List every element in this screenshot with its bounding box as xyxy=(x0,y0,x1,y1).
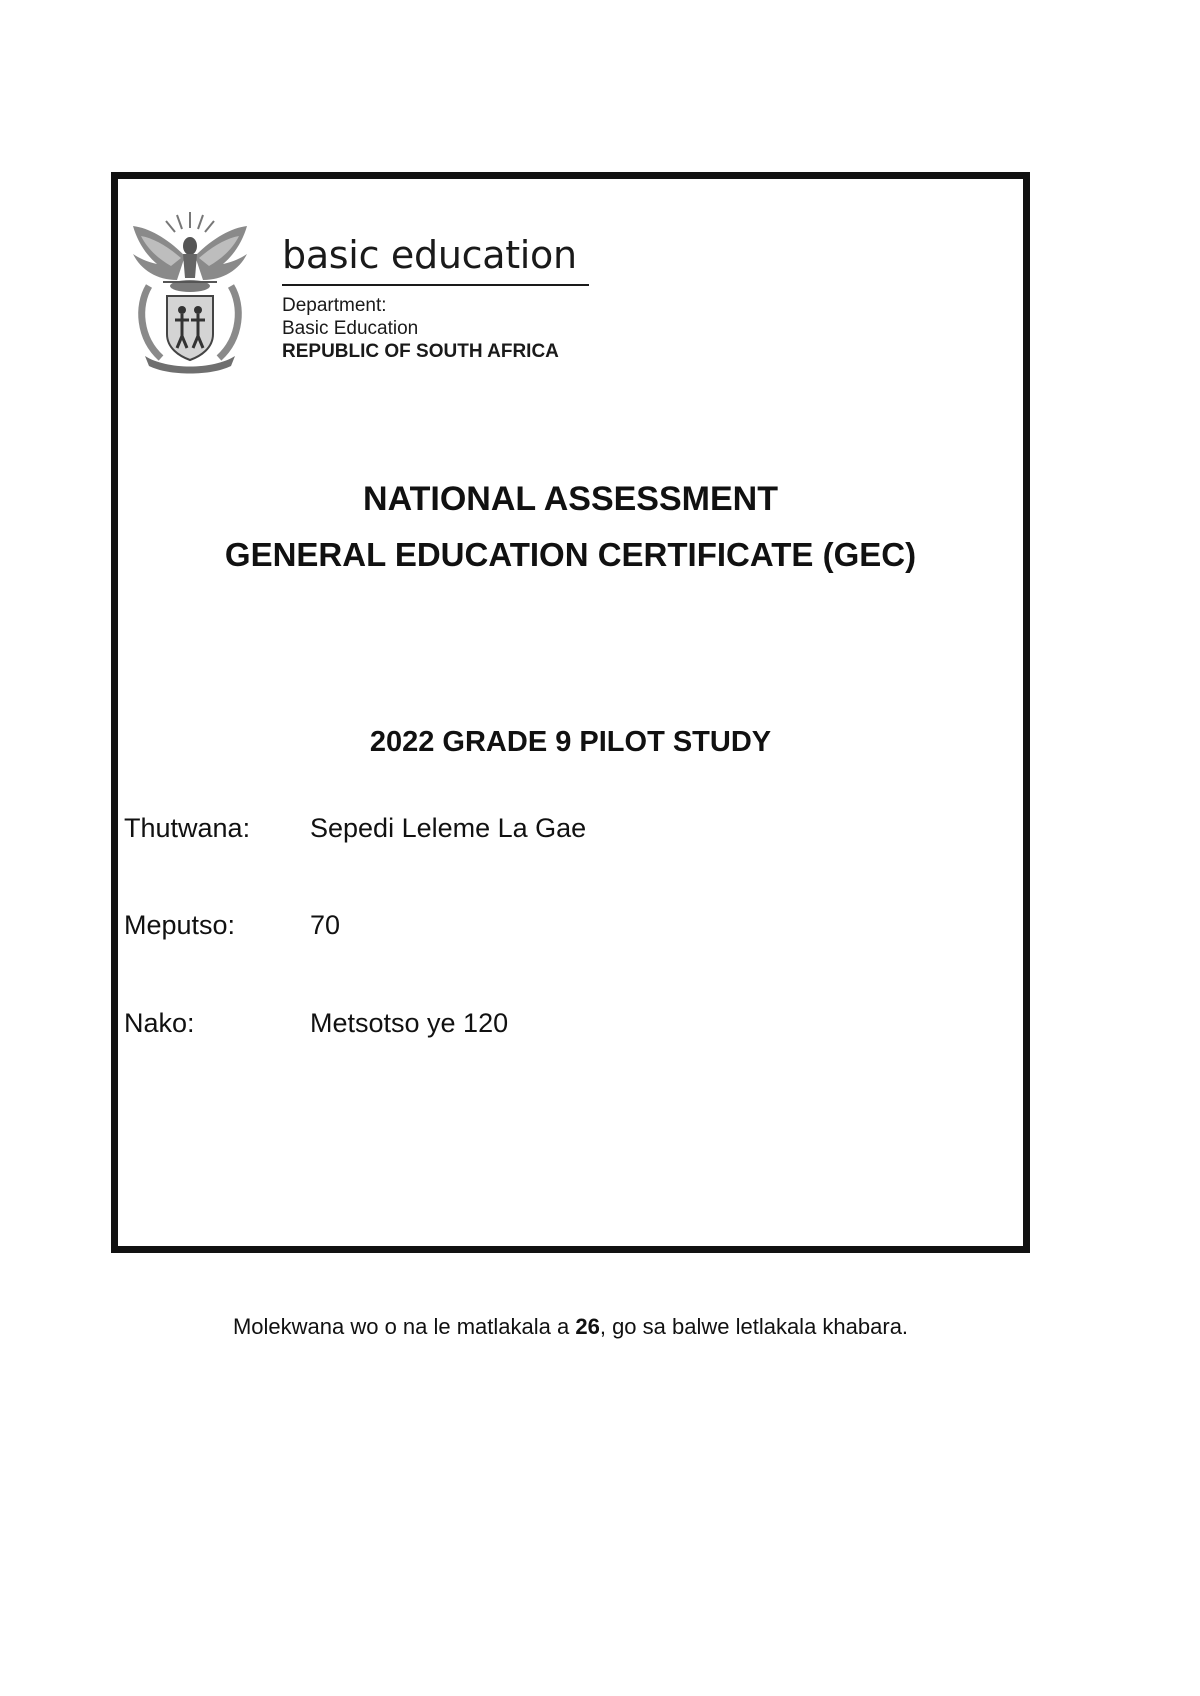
country-name: REPUBLIC OF SOUTH AFRICA xyxy=(282,341,559,362)
time-label: Nako: xyxy=(124,1008,195,1038)
department-label: Department: xyxy=(282,295,387,316)
marks-value: 70 xyxy=(310,910,341,940)
time-value: Metsotso ye 120 xyxy=(310,1008,509,1038)
department-name: Basic Education xyxy=(282,318,419,339)
page-count-note xyxy=(111,1316,1030,1338)
page-count: 26 xyxy=(575,1314,600,1339)
study-title: 2022 GRADE 9 PILOT STUDY xyxy=(369,726,772,758)
brand-underline xyxy=(282,284,589,286)
certificate-title: GENERAL EDUCATION CERTIFICATE (GEC) xyxy=(224,536,917,573)
subject-value: Sepedi Leleme La Gae xyxy=(310,813,587,843)
brand-name: basic education xyxy=(282,233,577,277)
subject-label: Thutwana: xyxy=(124,813,251,843)
south-africa-coat-of-arms-icon xyxy=(127,206,253,374)
page-note-suffix: , go sa balwe letlakala khabara. xyxy=(599,1314,909,1339)
assessment-title: NATIONAL ASSESSMENT xyxy=(363,480,778,518)
page-note-prefix: Molekwana wo o na le matlakala a xyxy=(232,1314,576,1339)
marks-label: Meputso: xyxy=(124,910,236,940)
